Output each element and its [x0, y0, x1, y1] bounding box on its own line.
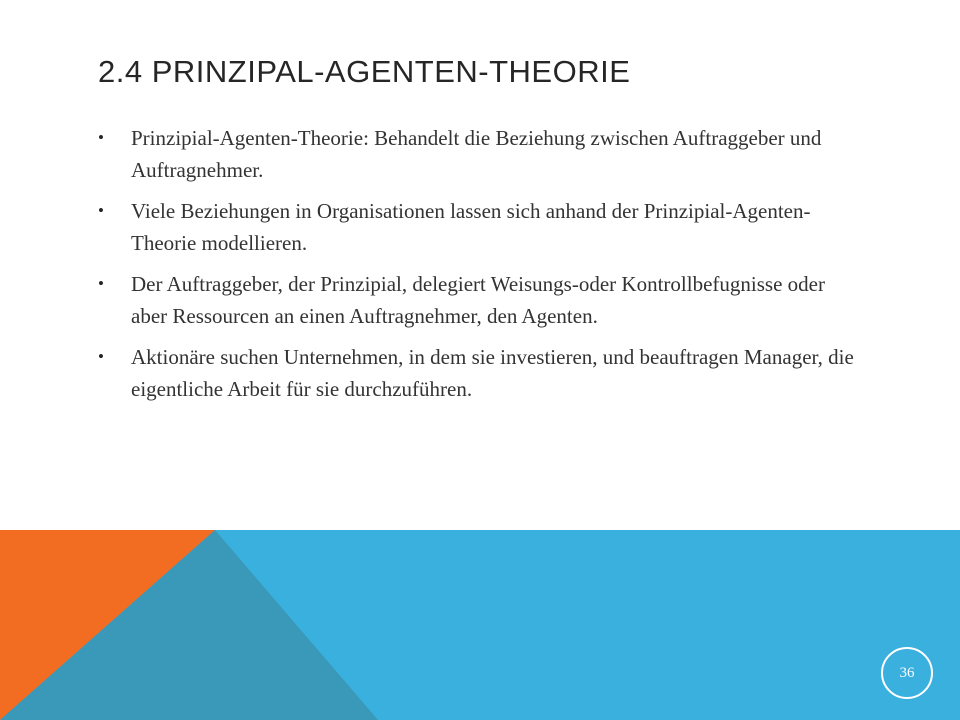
bullet-list	[98, 122, 858, 414]
bullet-item	[98, 341, 858, 405]
bullet-icon: •	[98, 201, 104, 220]
decorative-footer-band	[0, 530, 960, 720]
bullet-icon: •	[98, 274, 104, 293]
bullet-icon: •	[98, 128, 104, 147]
bullet-text: Der Auftraggeber, der Prinzipial, delegiert Weisungs-oder Kontrollbefugnisse oder aber Ressourcen an einen Auftragnehmer, den Agenten.	[131, 272, 825, 328]
bullet-item	[98, 195, 858, 259]
slide-title: 2.4 PRINZIPAL-AGENTEN-THEORIE	[98, 54, 631, 89]
bullet-text: Aktionäre suchen Unternehmen, in dem sie investieren, und beauftragen Manager, die eigentliche Arbeit für sie durchzuführen.	[131, 345, 854, 401]
bullet-text: Prinzipial-Agenten-Theorie: Behandelt die Beziehung zwischen Auftraggeber und Auftragnehmer.	[131, 126, 822, 182]
bullet-item	[98, 268, 858, 332]
page-number: 36	[899, 664, 915, 681]
page-number-badge	[881, 647, 933, 699]
bullet-item	[98, 122, 858, 186]
bullet-text: Viele Beziehungen in Organisationen lassen sich anhand der Prinzipial-Agenten-Theorie modellieren.	[131, 199, 811, 255]
bullet-icon: •	[98, 347, 104, 366]
